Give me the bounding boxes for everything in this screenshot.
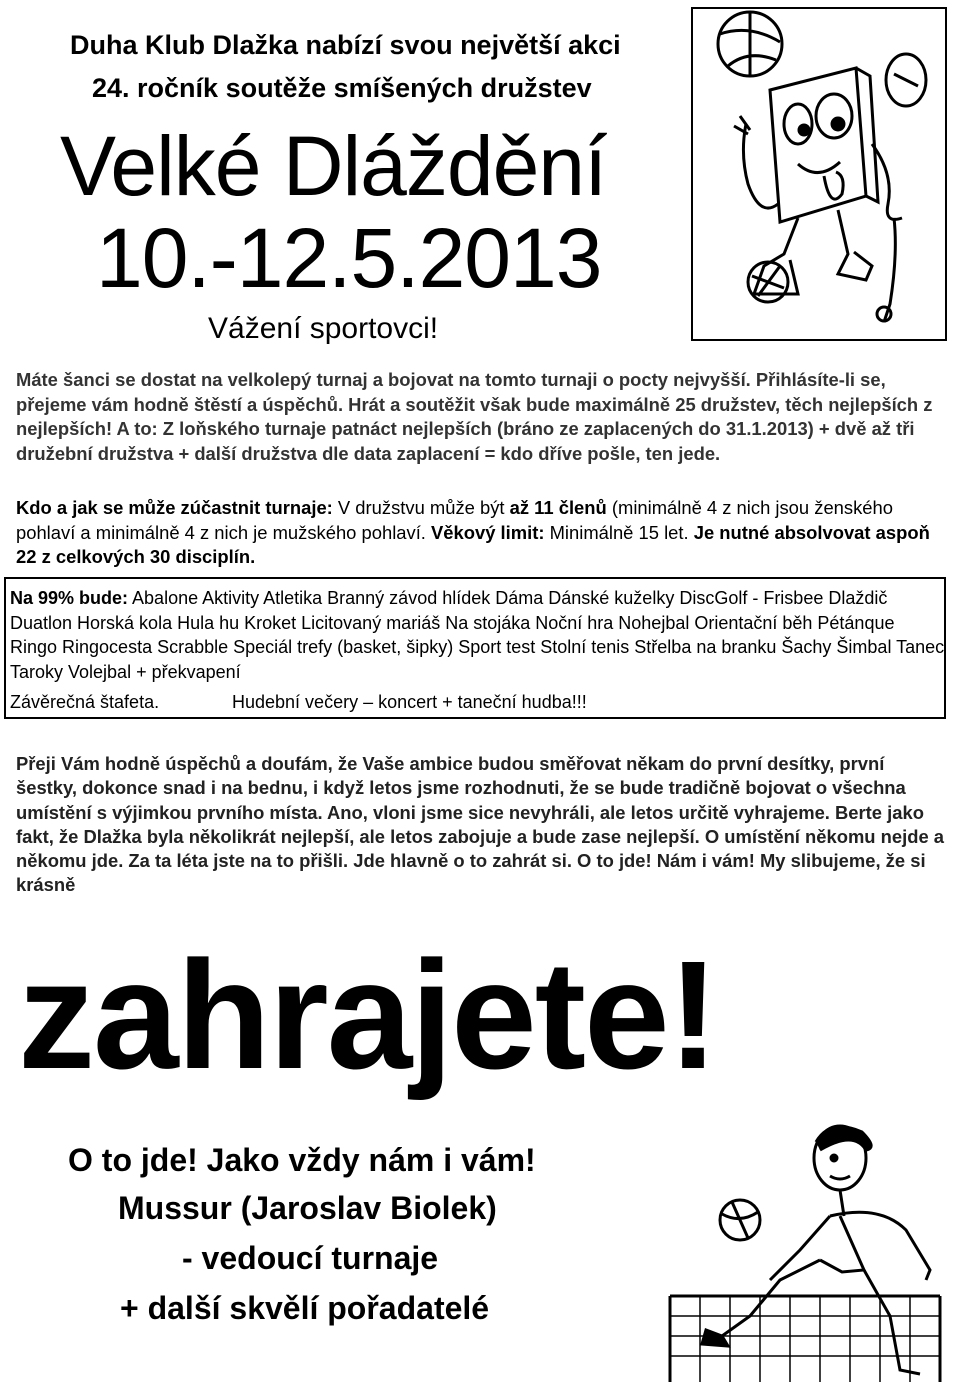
- greeting: Vážení sportovci!: [208, 312, 439, 345]
- player-net-cartoon: [630, 1120, 950, 1382]
- intro-line-2: 24. ročník soutěže smíšených družstev: [92, 73, 592, 103]
- final-relay: Závěrečná štafeta.: [10, 692, 160, 712]
- age-text: Minimálně 15 let.: [544, 521, 694, 543]
- disciplines-lead: Na 99% bude:: [10, 588, 129, 608]
- rules-lead: Kdo a jak se může zúčastnit turnaje:: [16, 497, 333, 518]
- signature-line-4: + další skvělí pořadatelé: [120, 1290, 490, 1326]
- disciplines-list: [10, 586, 946, 684]
- signature-line-2: Mussur (Jaroslav Biolek): [118, 1190, 497, 1226]
- age-label: Věkový limit:: [431, 521, 545, 543]
- rules-paragraph: [16, 496, 946, 570]
- disciplines-items: Abalone Aktivity Atletika Branný závod hlídek Dáma Dánské kuželky DiscGolf - Frisbee Dlaždič Duatlon Horská kola Hula hu Kroket Licitovaný mariáš Na stojáka Noční hra Nohejbal Orientační běh Pétánque Ringo Ringocesta Scrabble Speciál trefy (basket, šipky) Sport test Stolní tenis Střelba na branku Šachy Šimbal Tanec Taroky Volejbal + překvapení: [10, 588, 945, 682]
- big-word: zahrajete!: [18, 929, 717, 1101]
- event-dates: 10.-12.5.2013: [96, 211, 602, 305]
- wishes-paragraph: Přeji Vám hodně úspěchů a doufám, že Vaše ambice budou směřovat někam do první desítky, první šestky, dokonce snad i na bednu, i když letos jsme rozhodnuti, že se bude tradičně bojovat o všechna umístění s výjimkou prvního místa. Ano, vloni jsme sice nevyhráli, ale letos určitě vyhrajeme. Berte jako fakt, že Dlažka byla několikrát nejlepší, ale letos zabojuje a bude zase nejlepší. O umístění někomu nejde a někomu jde. Za ta léta jste na to přišli. Jde hlavně o to zahrát si. O to jde! Nám i vám! My slibujeme, že si krásně: [16, 753, 945, 896]
- intro-line-1: Duha Klub Dlažka nabízí svou největší akci: [70, 30, 621, 60]
- tile-mascot-cartoon: [688, 4, 950, 344]
- music-evenings: Hudební večery – koncert + taneční hudba!!!: [232, 692, 587, 712]
- event-title: Velké Dláždění: [60, 119, 607, 213]
- max-members: až 11 členů: [509, 497, 607, 518]
- signature-line-1: O to jde! Jako vždy nám i vám!: [68, 1142, 536, 1178]
- rules-text-2: (minimálně 4 z nich jsou ženského pohlaví a minimálně 4 z nich je mužského pohlaví.: [16, 497, 893, 543]
- intro-paragraph: Máte šanci se dostat na velkolepý turnaj a bojovat na tomto turnaji o pocty nejvyšší. Přihlásíte-li se, přejeme vám hodně štěstí a úspěchů. Hrát a soutěžit však bude maximálně 25 družstev, těch nejlepších z nejlepších! A to: Z loňského turnaje patnáct nejlepších (bráno ze zaplacených do 31.1.2013) + dvě až tři družební družstva + další družstva dle data zaplacení = kdo dříve pošle, ten jede.: [16, 369, 933, 464]
- rules-text-1: V družstvu může být: [332, 497, 510, 518]
- signature-line-3: - vedoucí turnaje: [182, 1240, 439, 1276]
- requirement: Je nutné absolvovat aspoň 22 z celkových 30 disciplín.: [16, 521, 930, 567]
